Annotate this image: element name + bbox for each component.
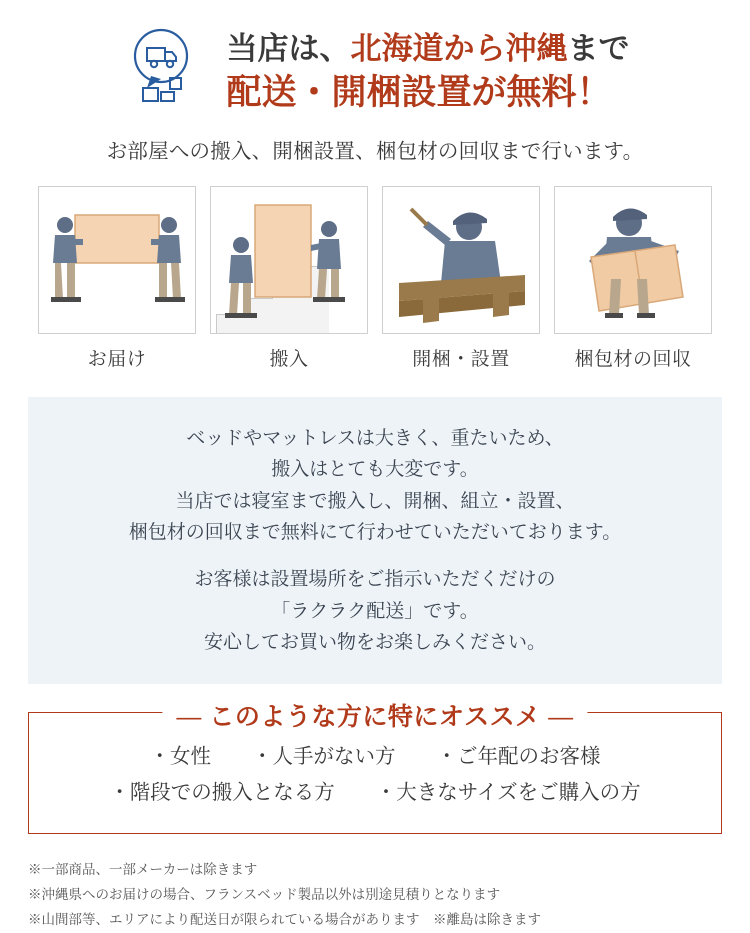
headline	[227, 32, 630, 112]
recommend-title-text: このような方に特にオススメ	[209, 703, 541, 732]
description2-line-1: お客様は設置場所をご指示いただくだけの	[194, 569, 556, 591]
delivery-truck-icon	[121, 26, 213, 118]
headline-accent-region: 北海道から沖縄	[350, 31, 568, 67]
description-line-3: 当店では寝室まで搬入し、開梱、組立・設置、	[175, 490, 575, 512]
note-2: ※沖縄県へのお届けの場合、フランスベッド製品以外は別途見積りとなります	[28, 887, 501, 903]
description-line-2: 搬入はとても大変です。	[271, 459, 479, 481]
description2-line-2: 「ラクラク配送」です。	[271, 600, 479, 622]
header	[0, 0, 750, 118]
step-carry-in	[210, 186, 368, 371]
recommend-title	[162, 697, 587, 733]
step-delivery	[38, 186, 196, 371]
worker-assembling-bed-frame-icon	[382, 186, 540, 334]
step-label-packaging-recovery: 梱包材の回収	[574, 349, 692, 370]
note-3: ※山間部等、エリアにより配送日が限られている場合があります ※離島は除きます	[28, 912, 541, 928]
headline-prefix: 当店は、	[226, 31, 351, 67]
worker-carrying-cardboard-icon	[554, 186, 712, 334]
notes	[28, 858, 722, 933]
step-label-delivery: お届け	[87, 349, 147, 370]
description2-line-3: 安心してお買い物をお楽しみください。	[203, 632, 546, 654]
description-spacer	[38, 548, 712, 564]
subheadline: お部屋への搬入、開梱設置、梱包材の回収まで行います。	[106, 140, 644, 163]
recommend-line-2: ・階段での搬入となる方 ・大きなサイズをご購入の方	[109, 781, 641, 805]
description-line-1: ベッドやマットレスは大きく、重たいため、	[186, 428, 564, 449]
description-panel	[28, 397, 722, 684]
description-line-4: 梱包材の回収まで無料にて行わせていただいております。	[128, 522, 622, 544]
step-packaging-recovery	[554, 186, 712, 371]
step-assembly	[382, 186, 540, 371]
recommend-dash-right: —	[548, 703, 574, 732]
movers-on-stairs-icon	[210, 186, 368, 334]
steps-row	[0, 186, 750, 371]
step-label-assembly: 開梱・設置	[412, 349, 510, 370]
recommend-line-1: ・女性 ・人手がない方 ・ご年配のお客様	[149, 745, 601, 769]
two-movers-carrying-panel-icon	[38, 186, 196, 334]
note-1: ※一部商品、一部メーカーは除きます	[28, 862, 258, 878]
headline-suffix: まで	[567, 31, 630, 67]
headline-line-1	[227, 32, 630, 67]
headline-line-2	[227, 73, 630, 112]
step-label-carry-in: 搬入	[269, 349, 309, 370]
headline-free-text: が無料！	[471, 72, 612, 112]
recommend-box	[28, 703, 722, 834]
recommend-dash-left: —	[176, 703, 202, 732]
headline-accent-service: 配送・開梱設置	[226, 72, 472, 112]
